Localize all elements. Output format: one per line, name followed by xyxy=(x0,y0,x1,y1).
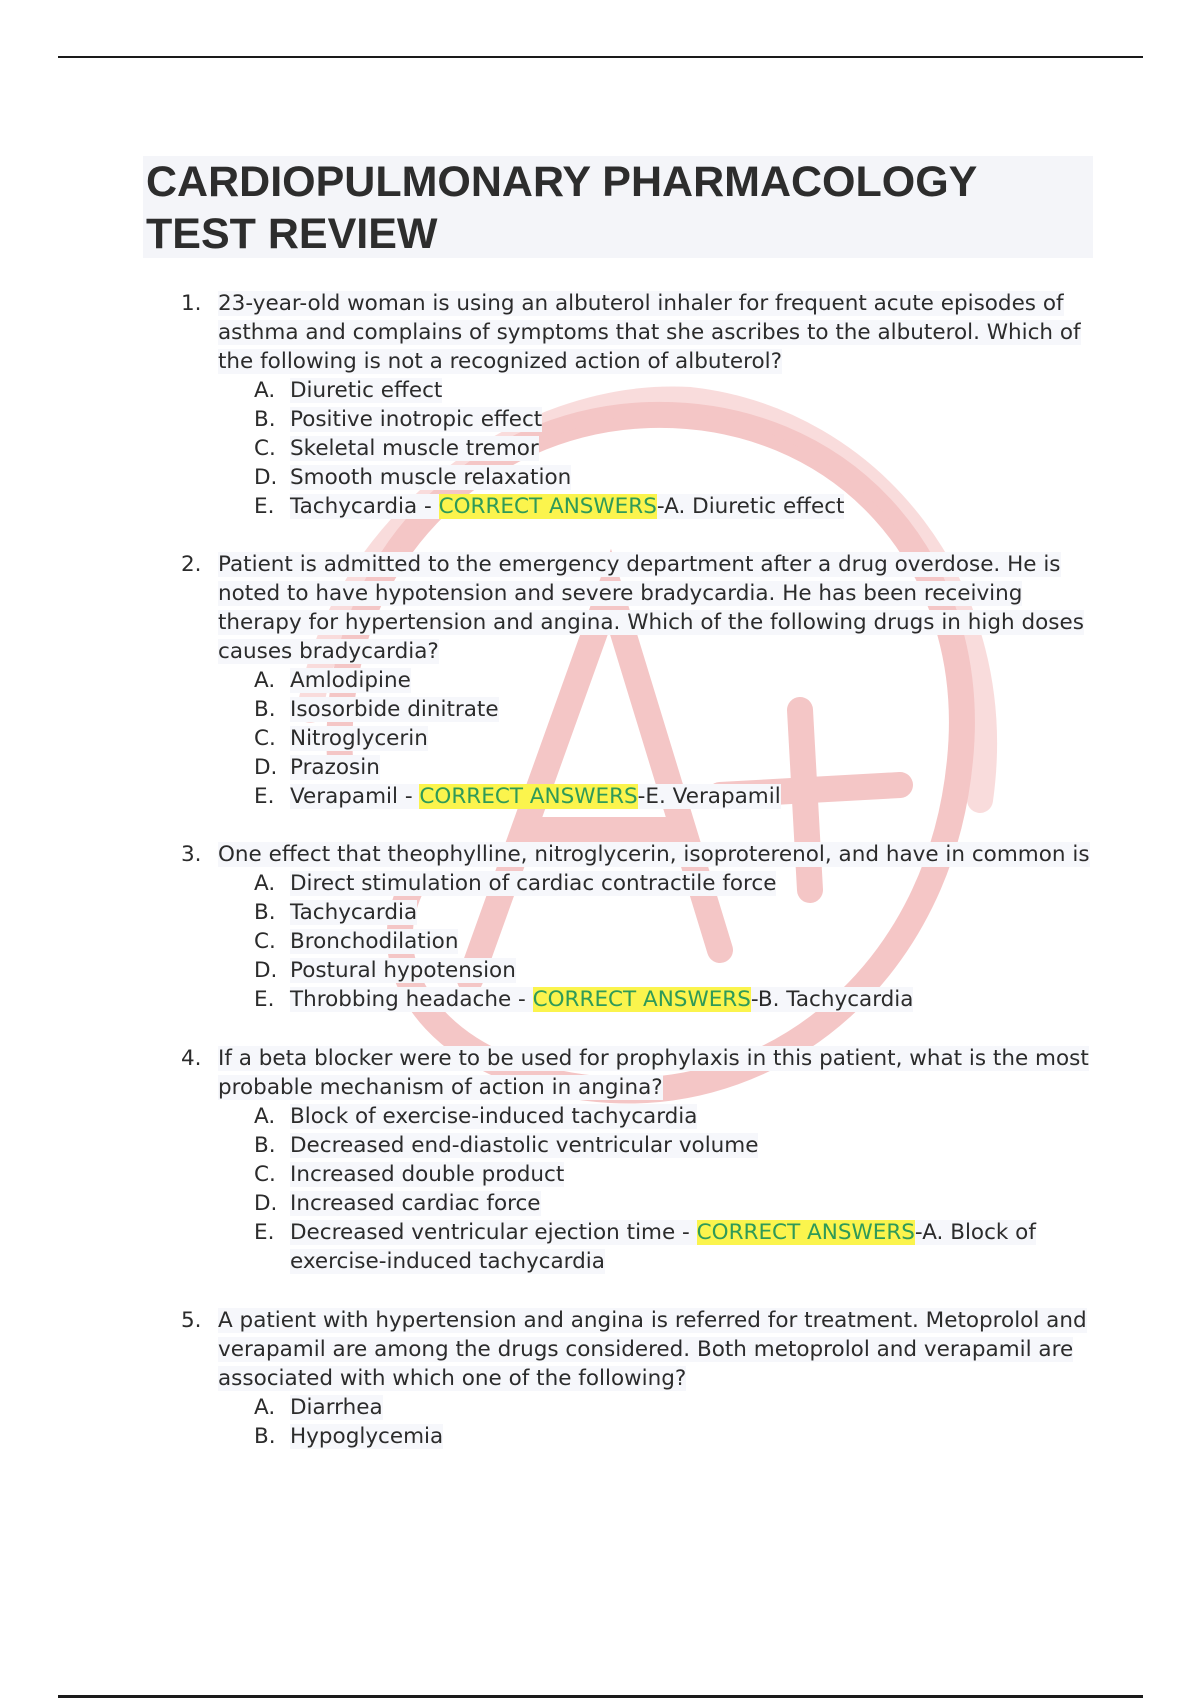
option-d: D. Postural hypotension xyxy=(254,958,516,983)
page-title: CARDIOPULMONARY PHARMACOLOGY TEST REVIEW xyxy=(146,158,977,258)
title-block xyxy=(143,156,1093,258)
question-number: 3. xyxy=(181,842,202,867)
option-list xyxy=(254,1393,1101,1451)
option-b: B. Hypoglycemia xyxy=(254,1424,444,1449)
top-rule xyxy=(58,56,1143,58)
option-a: A. Diuretic effect xyxy=(254,378,443,403)
question-stem: 23-year-old woman is using an albuterol inhaler for frequent acute episodes of asthma and complains of symptoms that she ascribes to the albuterol. Which of the following is not a recognized action of albuterol? xyxy=(218,291,1081,374)
question-4 xyxy=(181,1044,1101,1276)
option-e: E. Verapamil - CORRECT ANSWERS-E. Verapamil xyxy=(254,784,781,809)
option-a: A. Diarrhea xyxy=(254,1395,383,1420)
correct-answers-highlight: CORRECT ANSWERS xyxy=(532,987,751,1012)
question-number: 2. xyxy=(181,552,202,577)
option-a: A. Block of exercise-induced tachycardia xyxy=(254,1104,698,1129)
question-2 xyxy=(181,550,1101,811)
option-list xyxy=(254,869,1101,1014)
question-number: 1. xyxy=(181,291,202,316)
correct-answers-highlight: CORRECT ANSWERS xyxy=(419,784,638,809)
question-3 xyxy=(181,840,1101,1014)
option-d: D. Prazosin xyxy=(254,755,380,780)
question-1 xyxy=(181,289,1101,521)
question-5 xyxy=(181,1306,1101,1451)
option-e: E. Throbbing headache - CORRECT ANSWERS-B. Tachycardia xyxy=(254,987,914,1012)
correct-answers-highlight: CORRECT ANSWERS xyxy=(696,1220,915,1245)
correct-answers-highlight: CORRECT ANSWERS xyxy=(438,494,657,519)
question-stem: One effect that theophylline, nitroglycerin, isoproterenol, and have in common is xyxy=(218,842,1090,867)
question-stem: A patient with hypertension and angina is referred for treatment. Metoprolol and verapamil are among the drugs considered. Both metoprolol and verapamil are associated with which one of the following? xyxy=(218,1308,1087,1391)
question-stem: Patient is admitted to the emergency department after a drug overdose. He is noted to have hypotension and severe bradycardia. He has been receiving therapy for hypertension and angina. Which of the following drugs in high doses causes bradycardia? xyxy=(218,552,1084,664)
option-list xyxy=(254,1102,1101,1276)
option-c: C. Skeletal muscle tremor xyxy=(254,436,539,461)
bottom-rule xyxy=(58,1695,1143,1698)
option-d: D. Smooth muscle relaxation xyxy=(254,465,572,490)
option-c: C. Nitroglycerin xyxy=(254,726,428,751)
option-list xyxy=(254,376,1101,521)
answer-text: -A. Diuretic effect xyxy=(656,494,845,519)
option-c: C. Increased double product xyxy=(254,1162,565,1187)
option-b: B. Positive inotropic effect xyxy=(254,407,543,432)
option-a: A. Amlodipine xyxy=(254,668,411,693)
option-list xyxy=(254,666,1101,811)
question-stem: If a beta blocker were to be used for prophylaxis in this patient, what is the most probable mechanism of action in angina? xyxy=(218,1046,1089,1100)
option-b: B. Decreased end-diastolic ventricular volume xyxy=(254,1133,759,1158)
option-e: E. Tachycardia - CORRECT ANSWERS-A. Diuretic effect xyxy=(254,494,845,519)
answer-text: -B. Tachycardia xyxy=(750,987,914,1012)
option-b: B. Tachycardia xyxy=(254,900,418,925)
option-d: D. Increased cardiac force xyxy=(254,1191,541,1216)
answer-text: -A. Block of exercise-induced tachycardia xyxy=(290,1220,1036,1274)
answer-text: -E. Verapamil xyxy=(637,784,781,809)
option-b: B. Isosorbide dinitrate xyxy=(254,697,499,722)
question-number: 5. xyxy=(181,1308,202,1333)
option-a: A. Direct stimulation of cardiac contractile force xyxy=(254,871,777,896)
question-number: 4. xyxy=(181,1046,202,1071)
option-c: C. Bronchodilation xyxy=(254,929,459,954)
option-e: E. Decreased ventricular ejection time - CORRECT ANSWERS-A. Block of exercise-induced tachycardia xyxy=(254,1220,1036,1274)
